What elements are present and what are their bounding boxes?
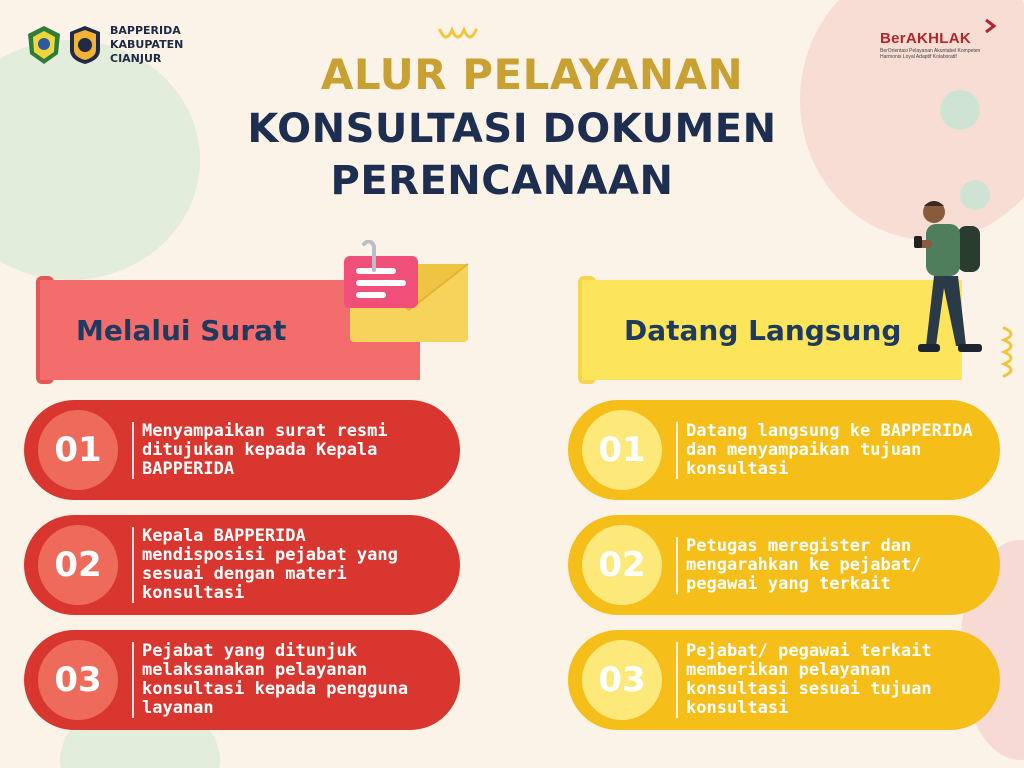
step-number: 01 bbox=[38, 410, 118, 490]
left-step-2 bbox=[24, 515, 460, 615]
step-text: Kepala BAPPERIDA mendisposisi pejabat yang sesuai dengan materi konsultasi bbox=[132, 527, 436, 603]
left-step-1 bbox=[24, 400, 460, 500]
berakhlak-logo: BerAKHLAK bbox=[880, 30, 972, 47]
right-step-3 bbox=[568, 630, 1000, 730]
step-text: Pejabat/ pegawai terkait memberikan pelayanan konsultasi sesuai tujuan konsultasi bbox=[676, 642, 976, 718]
title-line-2: KONSULTASI DOKUMEN bbox=[247, 106, 777, 152]
org-name-line3: CIANJUR bbox=[110, 52, 162, 65]
step-number: 03 bbox=[582, 640, 662, 720]
envelope-icon bbox=[336, 240, 476, 350]
right-step-1 bbox=[568, 400, 1000, 500]
berakhlak-tagline: BerOrientasi Pelayanan Akuntabel Kompeten Harmonis Loyal Adaptif Kolaboratif bbox=[880, 48, 981, 60]
title-line-1: ALUR PELAYANAN bbox=[320, 50, 744, 99]
step-text: Pejabat yang ditunjuk melaksanakan pelayanan konsultasi kepada pengguna layanan bbox=[132, 642, 436, 718]
squiggle-top-icon bbox=[438, 22, 488, 46]
right-step-2 bbox=[568, 515, 1000, 615]
left-step-3 bbox=[24, 630, 460, 730]
chevron-right-icon bbox=[982, 18, 998, 34]
step-number: 02 bbox=[38, 525, 118, 605]
step-number: 02 bbox=[582, 525, 662, 605]
org-name-line2: KABUPATEN bbox=[110, 38, 184, 51]
step-text: Menyampaikan surat resmi ditujukan kepada Kepala BAPPERIDA bbox=[132, 422, 436, 479]
step-number: 03 bbox=[38, 640, 118, 720]
title-line-3: PERENCANAAN bbox=[330, 158, 674, 204]
banner-heading: Melalui Surat bbox=[76, 313, 287, 347]
step-text: Petugas meregister dan mengarahkan ke pejabat/ pegawai yang terkait bbox=[676, 537, 976, 594]
banner-heading: Datang Langsung bbox=[624, 313, 902, 347]
step-text: Datang langsung ke BAPPERIDA dan menyampaikan tujuan konsultasi bbox=[676, 422, 976, 479]
org-name-line1: BAPPERIDA bbox=[110, 24, 181, 37]
walking-person-icon bbox=[900, 196, 1000, 376]
step-number: 01 bbox=[582, 410, 662, 490]
